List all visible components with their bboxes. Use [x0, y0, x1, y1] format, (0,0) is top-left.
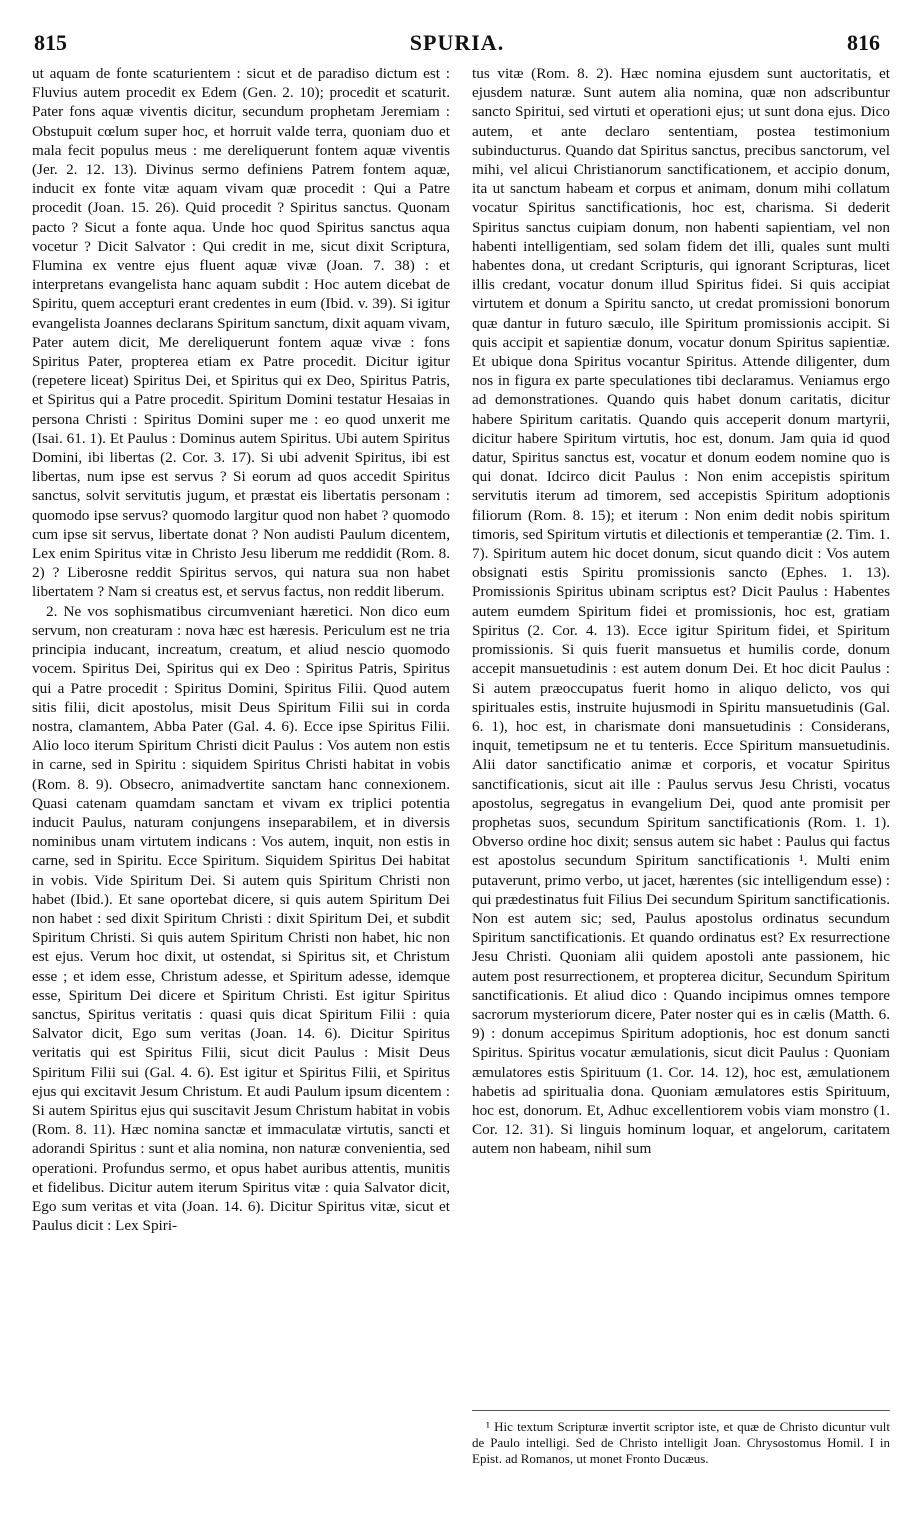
right-page-number: 816: [847, 30, 880, 55]
left-column: [32, 64, 450, 1235]
left-paragraph-2: 2. Ne vos sophismatibus circumveniant hæretici. Non dico eum servum, non creaturam : nova hæc est hæresis. Periculum est ne tria principia inducant, increatum, creatum, et aliud nescio quomodo vocem. Spiritus Dei, Spiritus qui ex Deo : Spiritus Patris, Spiritus qui a Patre procedit : Spiritus Domini, Spiritus Filii. Quod autem sitis filii, dicit apostolus, misit Deus Spiritum Filii sui in corda nostra, clamantem, Abba Pater (Gal. 4. 6). Ecce ipse Spiritus Filii. Alio loco iterum Spiritum Christi dicit Paulus : Vos autem non estis in carne, sed in Spiritu : siquidem Spiritus Christi habitat in vobis (Rom. 8. 9). Obsecro, animadvertite sanctam hanc connexionem. Quasi catenam quamdam sanctam et vivam ex triplici potentia inducit Paulus, naturam conjungens inseparabilem, et in diversis nominibus unam virtutem indicans : Vos autem, inquit, non estis in carne, sed in Spiritu. Ecce Spiritum. Siquidem Spiritus Dei habitat in vobis. Vide Spiritum Dei. Si autem quis Spiritum Christi non habet (Ibid.). Et sane oportebat dicere, si quis autem Spiritum Dei non habet : sed dixit Spiritum Christi : dixit Spiritum Dei, et subdit Spiritum Christi. Si quis autem Spiritum Christi non habet, hic non est ejus. Verum hoc dixit, ut ostendat, si Spiritus sit, et Christum esse ; et idem esse, Christum adesse, et Spiritum adesse, idemque esse, Spiritum Dei dicere et Spiritum Christi. Est igitur Spiritus sanctus, Spiritus veritatis : quasi quis dicat Spiritum Filii : quia Salvator dicit, Ego sum veritas (Joan. 14. 6). Dicitur Spiritus veritatis qui est Spiritus Filii, sicut dicit Paulus : Misit Deus Spiritum Filii sui (Gal. 4. 6). Est igitur et Spiritus Filii, et Spiritus ejus qui excitavit Jesum Christum. Et audi Paulum ipsum dicentem : Si autem Spiritus ejus qui suscitavit Jesum Christum habitat in vobis (Rom. 8. 11). Hæc nomina sanctæ et immaculatæ virtutis, sancti et adorandi Spiritus : sunt et alia nomina, non naturæ convenientia, sed operationi. Profundus sermo, et opus habet auribus attentis, munitis et fidelibus. Dicitur autem iterum Spiritus vitæ : quia Salvator dicit, Ego sum veritas et vita (Joan. 14. 6). Dicitur Spiritus vitæ, sicut et Paulus dicit : Lex Spiri-: [32, 602, 450, 1235]
left-paragraph-1: ut aquam de fonte scaturientem : sicut et de paradiso dictum est : Fluvius autem procedit ex Edem (Gen. 2. 10); procedit et scaturit. Pater fons aquæ viventis dicitur, secundum prophetam Jeremiam : Obstupuit cœlum super hoc, et horruit valde terra, quoniam duo et mala fecit populus meus : me dereliquerunt fontem aquæ viventis (Jer. 2. 12. 13). Divinus sermo definiens Patrem fontem aquæ, inducit ex fonte vitæ aquam vivam quæ procedit : Qui a Patre procedit (Joan. 15. 26). Quid procedit ? Spiritus sanctus. Quonam pacto ? Sicut a fonte aqua. Unde hoc quod Spiritus sanctus aqua vocetur ? Dicit Salvator : Qui credit in me, sicut dixit Scriptura, Flumina ex ventre ejus fluent aquæ vivæ (Joan. 7. 38) : et interpretans evangelista hanc aquam subdit : Hoc autem dicebat de Spiritu, quem accepturi erant credentes in eum (Ibid. v. 39). Si igitur evangelista Joannes declarans Spiritum sanctum, dixit aquam vivam, Pater autem dicit, Me dereliquerunt fontem aquæ vivæ : fons Spiritus Pater, propterea etiam ex Patre procedit. Dicitur igitur (repetere liceat) Spiritus Dei, et Spiritus qui ex Deo, Spiritus Patris, et Spiritus qui a Patre procedit. Spiritum Domini testatur Hesaias in persona Christi : Spiritus Domini super me : eo quod unxerit me (Isai. 61. 1). Et Paulus : Dominus autem Spiritus. Ubi autem Spiritus Domini, ibi libertas (2. Cor. 3. 17). Si ubi advenit Spiritus, ibi est libertas, num ipse est servus ? Si eorum ad quos accedit Spiritus sanctus, solvit servitutis jugum, et præstat eis libertatis personam : quomodo ipse servus? quomodo largitur quod non habet ? quomodo cum ipse sit servus, libertate donat ? Non audisti Paulum dicentem, Lex enim Spiritus vitæ in Christo Jesu liberum me reddidit (Rom. 8. 2) ? Liberosne reddit Spiritus servos, qui natura sua non habet libertatem ? Nam si creatus est, et servus factus, non reddit liberum.: [32, 65, 450, 601]
running-title: SPURIA.: [409, 30, 505, 55]
footnote-text: ¹ Hic textum Scripturæ invertit scriptor iste, et quæ de Christo dicuntur vult de Paulo intelligi. Sed de Christo intelligit Joan. Chrysostomus Homil. I in Epist. ad Romanos, ut monet Fronto Ducæus.: [472, 1419, 890, 1466]
left-page-number: 815: [34, 30, 67, 55]
right-paragraph-1: tus vitæ (Rom. 8. 2). Hæc nomina ejusdem sunt auctoritatis, et ejusdem naturæ. Sunt autem alia nomina, quæ non adscribuntur sancto Spiritui, sed virtuti et operationi ejus; ut sunt dona ejus. Dico autem, et ante declaro sententiam, postea testimonium subinducturus. Quando dat Spiritus sanctus, precibus sanctorum, vel mihi, vel alicui Christianorum sanctificationem, et accipio donum, ita ut sanctum habeam et corpus et animam, donum mihi collatum vocatur Spiritus sanctificationis, hoc est, charisma. Si dederit Spiritus sanctus cuipiam donum, non habenti sapientiam, vel non habenti intelligentiam, sed solam fidem det illi, quales sunt multi habentes dona, ut credant Scripturis, qui ignorant Scripturas, licet illis credant, vocatur donum illud Spiritus fidei. Si quis accipiat virtutem et donum a Spiritu sancto, ut credat promissioni bonorum quæ dantur in futuro sæculo, ille Spiritum promissionis accipit. Si quis accipit et sapientiæ donum, vocatur donum Spiritus sapientiæ. Et ubique dona Spiritus vocantur Spiritus. Attende diligenter, dum nos in figura ex parte speculationes tibi declaramus. Veniamus ergo ad demonstrationes. Quando quis habet donum caritatis, dicitur habere Spiritum caritatis. Quando quis acceperit donum martyrii, dicitur habere Spiritum virtutis, hoc est, donum. Jam quia id quod datur, Spiritus sanctus est, vocatur et donum eodem nomine quo is qui donat. Idcirco dicit Paulus : Non enim accepistis spiritum servitutis iterum ad timorem, sed accepistis Spiritum adoptionis filiorum (Rom. 8. 15); et iterum : Non enim dedit nobis spiritum timoris, sed Spiritum virtutis et dilectionis et temperantiæ (2. Tim. 1. 7). Spiritum autem hic docet donum, sicut quando dicit : Vos autem obsignati estis Spiritu promissionis sancto (Ephes. 1. 13). Promissionis Spiritus ubinam scriptus est? Dicit Paulus : Habentes autem eumdem Spiritum fidei et promissionis, hoc est, gratiam Spiritus (2. Cor. 4. 13). Ecce igitur Spiritum fidei, et Spiritum promissionis. Si quis fuerit mansuetus et humilis corde, donum accepit mansuetudinis : est autem donum Dei. Et hoc dicit Paulus : Si autem præoccupatus fuerit homo in aliquo delicto, vos qui spirituales estis, instruite hujusmodi in Spiritu mansuetudinis (Gal. 6. 1), hoc est, in charismate doni mansuetudinis : Considerans, inquit, temetipsum ne et tu tenteris. Ecce Spiritum mansuetudinis. Alii dator sanctificatio animæ et corporis, et vocatur Spiritus sanctificationis, sicut ait ille : Paulus servus Jesu Christi, vocatus apostolus, segregatus in evangelium Dei, quod ante promisit per prophetas suos, secundum Spiritum sanctificationis (Rom. 1. 1). Obverso ordine hoc dixit; sensus autem sic habet : Paulus qui factus est apostolus secundum Spiritum sanctificationis ¹. Multi enim putaverunt, primo verbo, ut jacet, hærentes (sic intelligendum esse) : qui prædestinatus fuit Filius Dei secundum Spiritum sanctificationis. Non est autem sic; sed, Paulus apostolus ordinatus secundum Spiritum sanctificationis. Et quando ordinatus est? Ex resurrectione Jesu Christi. Quoniam alii quidem apostoli ante passionem, hic autem post resurrectionem, et propterea dicitur, Secundum Spiritum sanctificationis. Et aliud dico : Quando incipimus omnes tempore sacrorum mysteriorum dicere, Pater noster qui es in cælis (Matth. 6. 9) : donum accepimus Spiritum adoptionis, hoc est donum sancti Spiritus. Spiritus vocatur æmulationis, sicut dicit Paulus : Quoniam æmulatores estis Spirituum (1. Cor. 14. 12), hoc est, æmulationem habetis ad spiritualia dona. Quoniam æmulatores estis Spirituum, hoc est, donorum. Et, Adhuc excellentiorem vobis viam monstro (1. Cor. 12. 31). Si linguis hominum loquar, et angelorum, caritatem autem non habeam, nihil sum: [472, 65, 890, 1158]
right-column: [472, 64, 890, 1159]
page-header: [34, 30, 880, 58]
footnote: [472, 1410, 890, 1467]
